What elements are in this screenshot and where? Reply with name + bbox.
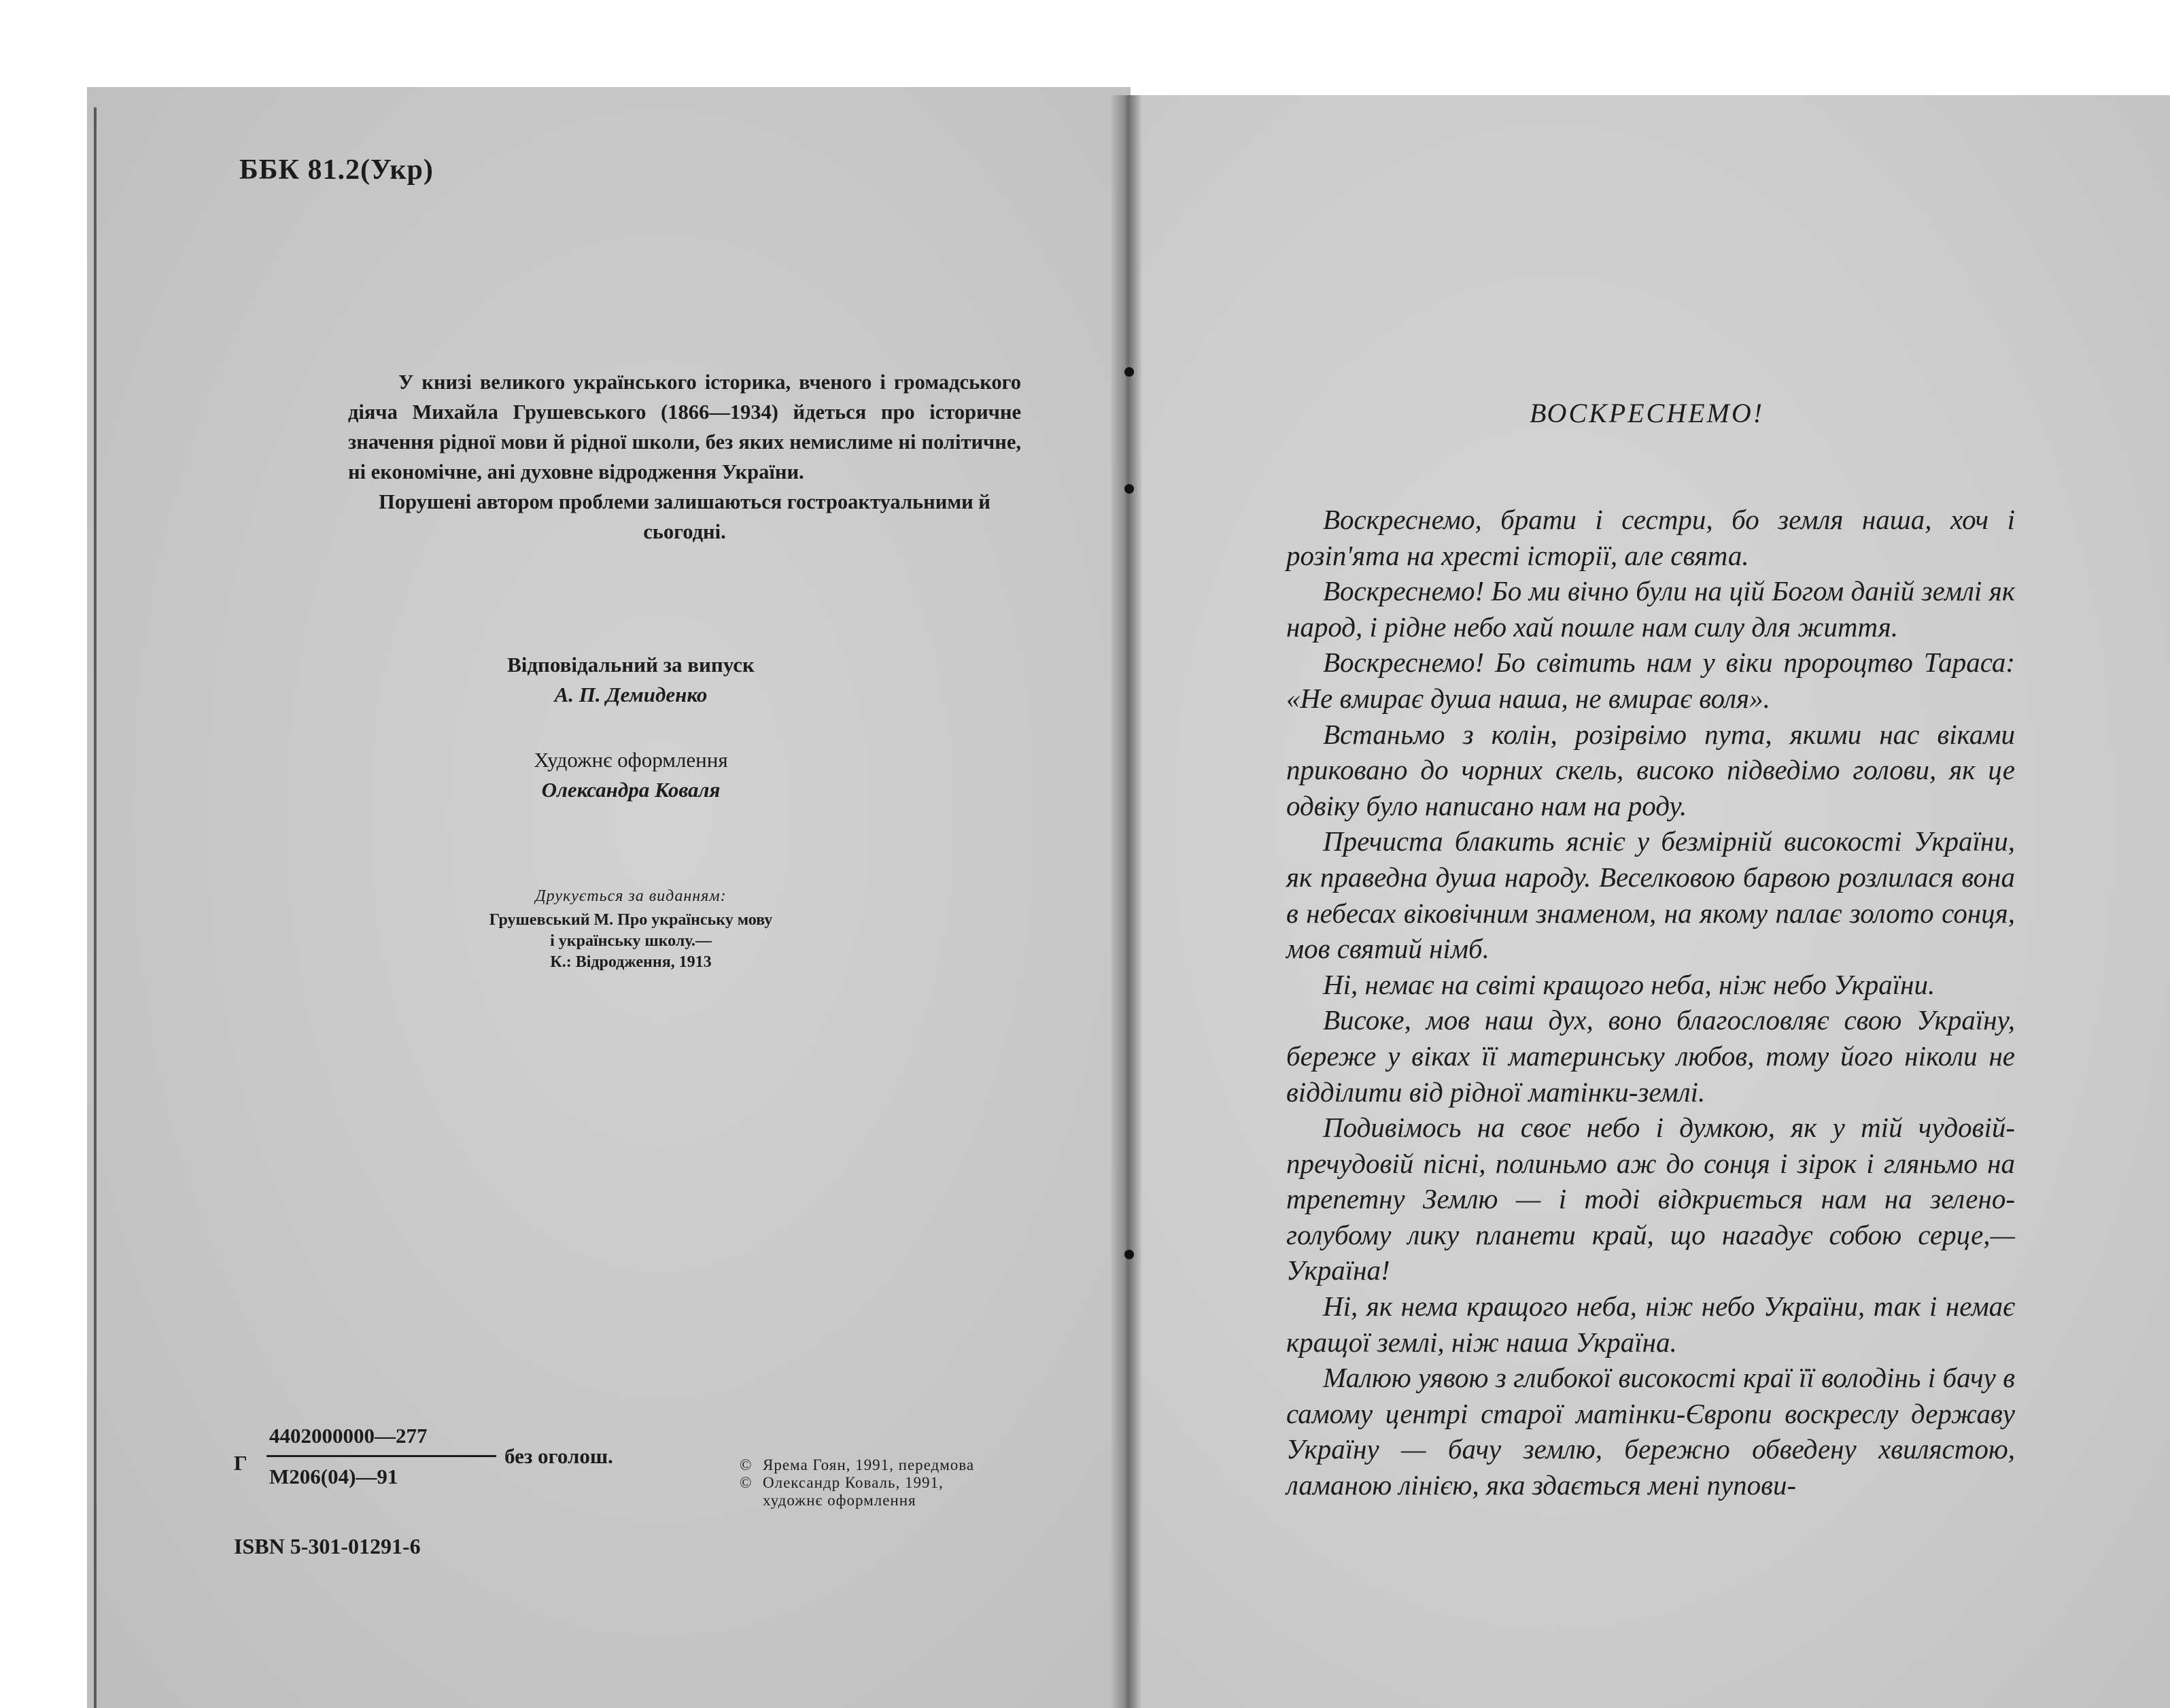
annotation-paragraph: У книзі великого українського історика, вченого і громадського діяча Михайла Грушевського (1866—1934) йдеться про історичне значення рідної мови й рідної школи, без яких немислиме ні політичне, ні економічне, ані духовне відродження України.	[348, 371, 1021, 483]
poem-paragraph: Малюю уявою з глибокої високості краї її володінь і бачу в самому центрі старої матінки-Європи воскреслу державу Україну — бачу землю, бережно обведену хвилястою, ламаною лінією, яка здається мені пупови-	[1286, 1362, 2015, 1501]
design-credit	[386, 745, 876, 805]
fraction-rule	[266, 1455, 496, 1457]
index-denominator: М206(04)—91	[269, 1465, 398, 1488]
editor-credit	[386, 650, 876, 710]
source-line: К.: Відродження, 1913	[550, 953, 712, 971]
staple-icon	[1124, 1250, 1134, 1259]
poem-paragraph: Встаньмо з колін, розірвімо пута, якими нас віками приковано до чорних скель, високо підведімо голови, як це одвіку було написано нам на роду.	[1286, 718, 2015, 821]
poem-paragraph: Воскреснемо, брати і сестри, бо земля наша, хоч і розіп'ята на хресті історії, але свята.	[1286, 504, 2015, 571]
copyright-design: Олександр Коваль, 1991,	[763, 1474, 944, 1491]
staple-icon	[1124, 367, 1134, 377]
poem-paragraph: Воскреснемо! Бо ми вічно були на цій Богом даній землі як народ, і рідне небо хай пошле нам силу для життя.	[1286, 575, 2015, 643]
left-page	[87, 87, 1131, 1708]
annotation	[348, 367, 1021, 547]
poem-paragraph: Ні, як нема кращого неба, ніж небо України, так і немає кращої землі, ніж наша Україна.	[1286, 1291, 2015, 1358]
index-numerator: 4402000000—277	[269, 1424, 428, 1448]
copyright-preface: Ярема Гоян, 1991, передмова	[763, 1456, 975, 1473]
isbn: ISBN 5-301-01291-6	[234, 1534, 421, 1558]
copyright-design-note: художнє оформлення	[763, 1492, 916, 1509]
poem-paragraph: Ні, немає на світі кращого неба, ніж небо України.	[1323, 968, 1935, 1000]
poem-paragraph: Високе, мов наш дух, воно благословляє свою Україну, береже у віках її материнську любов, тому його ніколи не відділити від рідної матінки-землі.	[1286, 1004, 2015, 1108]
book-gutter	[1111, 95, 1142, 1708]
index-prefix: Г	[234, 1451, 247, 1475]
poem-paragraph: Пречиста блакить ясніє у безмірній високості України, як праведна душа народу. Веселковою барвою розлилася вона в небесах віковічним знаменом, на якому палає золото сонця, мов святий німб.	[1286, 825, 2015, 965]
editor-role: Відповідальний за випуск	[507, 653, 755, 677]
poem-body	[1286, 502, 2015, 1503]
copyright-block	[740, 1456, 974, 1509]
source-header: Друкується за виданням:	[535, 887, 727, 905]
design-role: Художнє оформлення	[534, 748, 728, 772]
copyright-icon: ©	[740, 1456, 753, 1473]
no-announcement: без оголош.	[504, 1444, 613, 1468]
poem-title: ВОСКРЕСНЕМО!	[1530, 398, 1765, 428]
annotation-paragraph: Порушені автором проблеми залишаються гостроактуальними й сьогодні.	[379, 490, 991, 543]
editor-name: А. П. Демиденко	[554, 683, 708, 706]
source-line: і українську школу.—	[550, 932, 712, 950]
bbk-code: ББК 81.2(Укр)	[239, 154, 434, 186]
poem-paragraph: Подивімось на своє небо і думкою, як у тій чудовій-пречудовій пісні, полиньмо аж до сонця і зірок і гляньмо на трепетну Землю — і тоді відкриється нам на зелено-голубому лику планети край, що нагадує собою серце,— Україна!	[1286, 1112, 2015, 1286]
poem-paragraph: Воскреснемо! Бо світить нам у віки пророцтво Тараса: «Не вмирає душа наша, не вмирає воля».	[1286, 647, 2015, 714]
design-name: Олександра Коваля	[541, 778, 721, 802]
staple-icon	[1124, 484, 1134, 494]
copyright-icon: ©	[740, 1474, 753, 1491]
source-line: Грушевський М. Про українську мову	[489, 911, 773, 929]
source-edition	[386, 886, 876, 973]
